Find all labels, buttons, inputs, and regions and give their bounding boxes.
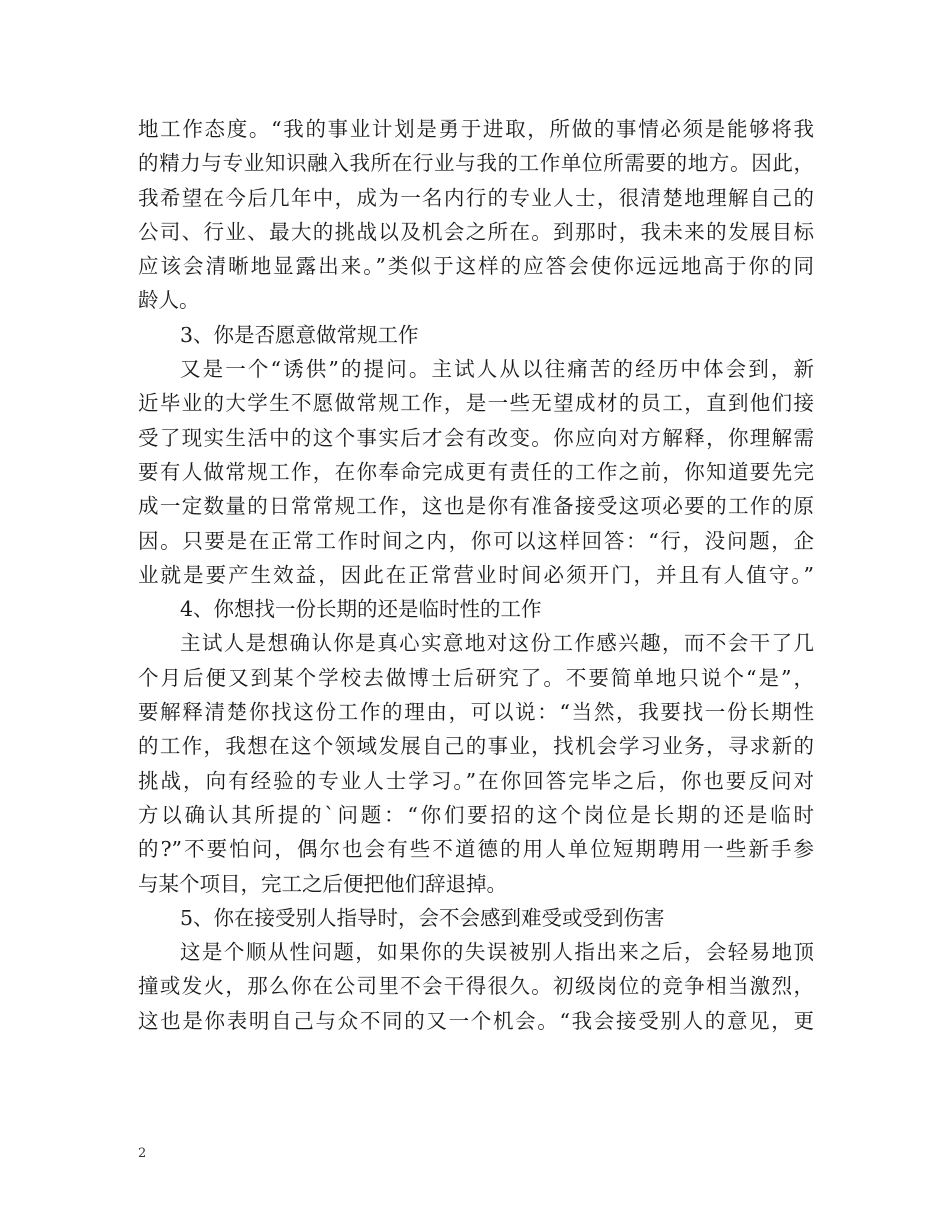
text-line: 受了现实生活中的这个事实后才会有改变。你应向对方解释，你理解需 [138, 425, 814, 450]
text-line: 近毕业的大学生不愿做常规工作，是一些无望成材的员工，直到他们接 [138, 391, 814, 416]
section-heading: 4、你想找一份长期的还是临时性的工作 [180, 597, 542, 622]
text-line: 的?”不要怕问，偶尔也会有些不道德的用人单位短期聘用一些新手参 [138, 837, 814, 862]
text-line: 的精力与专业知识融入我所在行业与我的工作单位所需要的地方。因此， [138, 151, 814, 176]
text-line: 成一定数量的日常常规工作，这也是你有准备接受这项必要的工作的原 [138, 494, 814, 519]
text-line: 又是一个“诱供”的提问。主试人从以往痛苦的经历中体会到，新 [180, 357, 814, 382]
text-line: 主试人是想确认你是真心实意地对这份工作感兴趣，而不会干了几 [180, 631, 814, 656]
text-line: 因。只要是在正常工作时间之内，你可以这样回答：“行，没问题，企 [138, 528, 814, 553]
text-line: 应该会清晰地显露出来。”类似于这样的应答会使你远远地高于你的同 [138, 254, 814, 279]
text-line: 公司、行业、最大的挑战以及机会之所在。到那时，我未来的发展目标 [138, 219, 814, 244]
text-line: 撞或发火，那么你在公司里不会干得很久。初级岗位的竞争相当激烈， [138, 974, 814, 999]
document-body [138, 112, 814, 1038]
text-line: 这是个顺从性问题，如果你的失误被别人指出来之后，会轻易地顶 [180, 940, 814, 965]
text-line: 地工作态度。“我的事业计划是勇于进取，所做的事情必须是能够将我 [138, 117, 814, 141]
section-heading: 3、你是否愿意做常规工作 [180, 322, 419, 347]
text-line: 业就是要产生效益，因此在正常营业时间必须开门，并且有人值守。” [138, 562, 814, 587]
text-line: 我希望在今后几年中，成为一名内行的专业人士，很清楚地理解自己的 [138, 185, 814, 210]
page-number: 2 [138, 1146, 147, 1161]
text-line: 这也是你表明自己与众不同的又一个机会。“我会接受别人的意见，更 [138, 1008, 814, 1033]
text-line: 方以确认其所提的`问题：“你们要招的这个岗位是长期的还是临时 [138, 802, 814, 827]
text-line: 与某个项目，完工之后便把他们辞退掉。 [138, 871, 507, 896]
text-line: 要解释清楚你找这份工作的理由，可以说：“当然，我要找一份长期性 [138, 700, 814, 725]
text-line: 龄人。 [138, 288, 200, 313]
text-line: 要有人做常规工作，在你奉命完成更有责任的工作之前，你知道要先完 [138, 459, 814, 484]
text-line: 挑战，向有经验的专业人士学习。”在你回答完毕之后，你也要反问对 [138, 768, 814, 793]
text-line: 的工作，我想在这个领域发展自己的事业，找机会学习业务，寻求新的 [138, 734, 814, 759]
section-heading: 5、你在接受别人指导时，会不会感到难受或受到伤害 [180, 905, 665, 930]
text-line: 个月后便又到某个学校去做博士后研究了。不要简单地只说个“是”， [138, 665, 814, 690]
